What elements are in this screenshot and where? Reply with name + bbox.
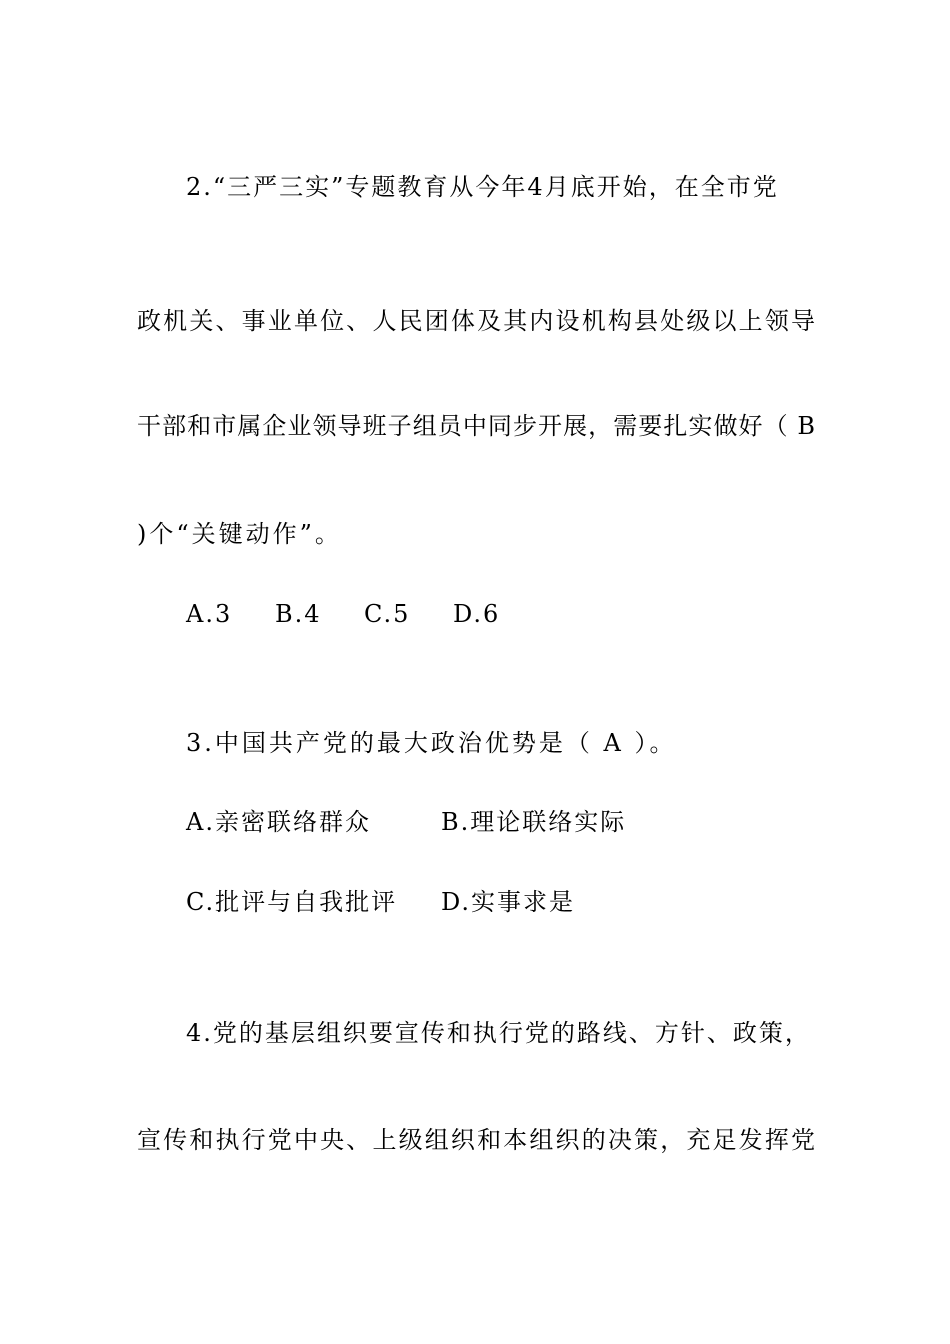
q3-option-a: A.亲密联络群众: [186, 808, 371, 836]
q2-option-a: A.3: [186, 600, 233, 628]
q4-line-1: 4.党的基层组织要宣传和执行党的路线、方针、政策，: [186, 1019, 811, 1047]
q2-option-b: B.4: [275, 600, 322, 628]
q3-option-d: D.实事求是: [441, 888, 576, 916]
q3-option-b: B.理论联络实际: [441, 808, 627, 836]
q2-line-2: 政机关、事业单位、人民团体及其内设机构县处级以上领导: [137, 307, 815, 335]
q4-line-2: 宣传和执行党中央、上级组织和本组织的决策，充足发挥党: [137, 1126, 815, 1154]
q3-option-c: C.批评与自我批评: [186, 888, 398, 916]
q2-line-1: 2.“三严三实”专题教育从今年4月底开始，在全市党: [186, 173, 779, 201]
q2-option-d: D.6: [453, 600, 501, 628]
q2-line-4: )个“关键动作”。: [137, 520, 342, 548]
q2-option-c: C.5: [364, 600, 411, 628]
q2-line-3: 干部和市属企业领导班子组员中同步开展，需要扎实做好（ B: [137, 412, 815, 440]
q3-stem: 3.中国共产党的最大政治优势是（ A ）。: [186, 729, 677, 757]
